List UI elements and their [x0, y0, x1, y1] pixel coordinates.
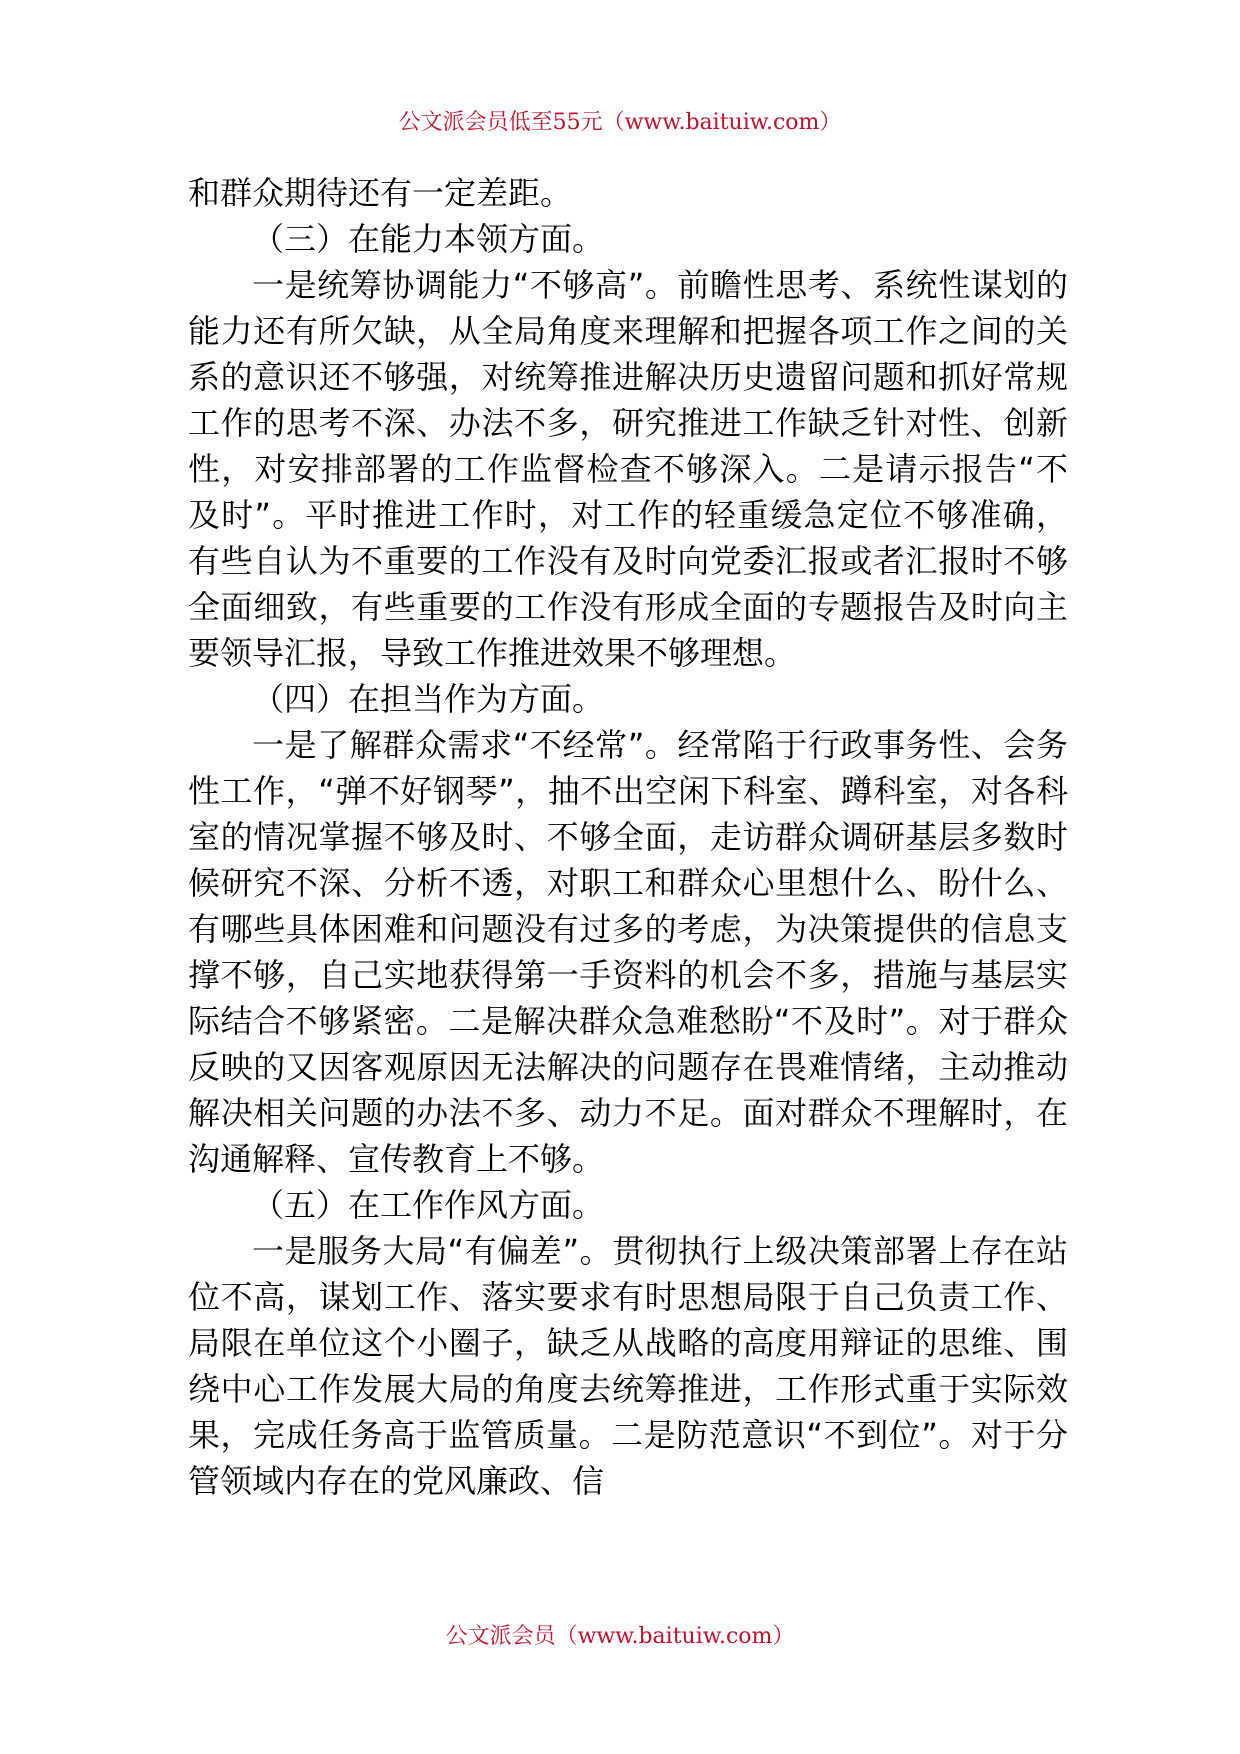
paragraph-ability: 一是统筹协调能力“不够高”。前瞻性思考、系统性谋划的能力还有所欠缺，从全局角度来理解和把握各项工作之间的关系的意识还不够强，对统筹推进解决历史遗留问题和抓好常规工作的思考不深、办法不多，研究推进工作缺乏针对性、创新性，对安排部署的工作监督检查不够深入。二是请示报告“不及时”。平时推进工作时，对工作的轻重缓急定位不够准确，有些自认为不重要的工作没有及时向党委汇报或者汇报时不够全面细致，有些重要的工作没有形成全面的专题报告及时向主要领导汇报，导致工作推进效果不够理想。 — [188, 266, 1068, 672]
section-heading-3: （三）在能力本领方面。 — [252, 220, 605, 258]
paragraph-responsibility: 一是了解群众需求“不经常”。经常陷于行政事务性、会务性工作，“弹不好钢琴”，抽不出空闲下科室、蹲科室，对各科室的情况掌握不够及时、不够全面，走访群众调研基层多数时候研究不深、分析不透，对职工和群众心里想什么、盼什么、有哪些具体困难和问题没有过多的考虑，为决策提供的信息支撑不够，自己实地获得第一手资料的机会不多，措施与基层实际结合不够紧密。二是解决群众急难愁盼“不及时”。对于群众反映的又因客观原因无法解决的问题存在畏难情绪，主动推动解决相关问题的办法不多、动力不足。面对群众不理解时，在沟通解释、宣传教育上不够。 — [188, 726, 1068, 1178]
paragraph-work-style: 一是服务大局“有偏差”。贯彻执行上级决策部署上存在站位不高，谋划工作、落实要求有时思想局限于自己负责工作、局限在单位这个小圈子，缺乏从战略的高度用辩证的思维、围绕中心工作发展大局的角度去统筹推进，工作形式重于实际效果，完成任务高于监管质量。二是防范意识“不到位”。对于分管领域内存在的党风廉政、信 — [188, 1232, 1068, 1500]
section-heading-5: （五）在工作作风方面。 — [252, 1186, 605, 1224]
section-heading-4: （四）在担当作为方面。 — [252, 680, 605, 718]
footer-banner: 公文派会员（www.baituiw.com） — [445, 1624, 795, 1649]
header-banner: 公文派会员低至55元（www.baituiw.com） — [398, 110, 842, 135]
document-body — [188, 170, 1068, 1504]
paragraph-continuation: 和群众期待还有一定差距。 — [188, 174, 573, 212]
